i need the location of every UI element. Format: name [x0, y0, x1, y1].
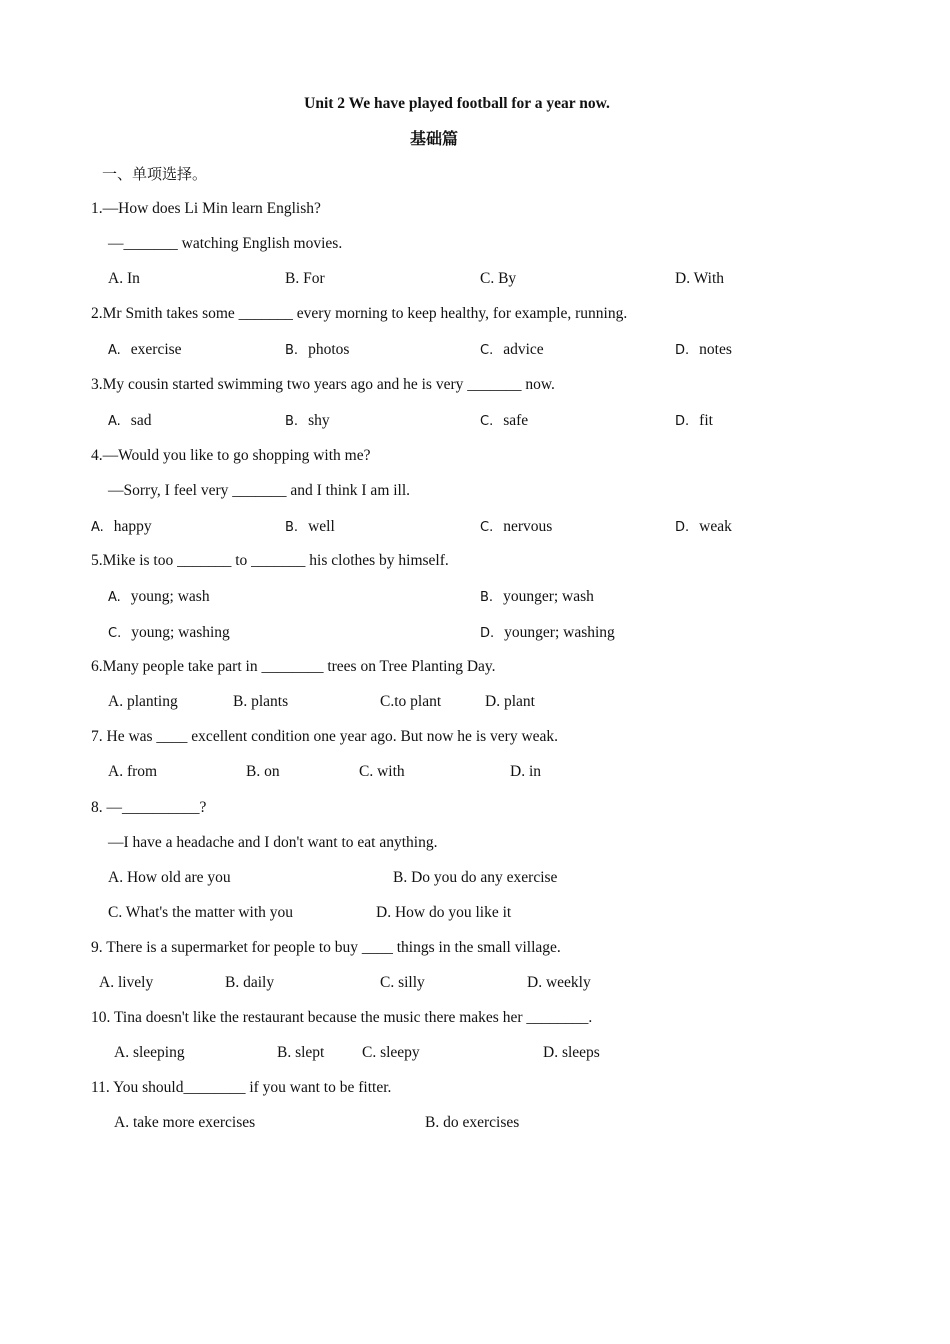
question-8-line2: —I have a headache and I don't want to eat anything. — [108, 834, 438, 851]
question-1-option-d: D. With — [675, 270, 725, 287]
option-text: notes — [699, 341, 732, 358]
question-2-stem: 2.Mr Smith takes some _______ every morning to keep healthy, for example, running. — [91, 305, 628, 322]
question-1-option-a: A. In — [108, 270, 140, 287]
question-3-stem: 3.My cousin started swimming two years ago and he is very _______ now. — [91, 376, 555, 393]
question-10-option-b: B. slept — [277, 1044, 325, 1061]
question-5-stem: 5.Mike is too _______ to _______ his clothes by himself. — [91, 552, 449, 569]
question-11-option-b: B. do exercises — [425, 1114, 520, 1131]
question-10-stem: 10. Tina doesn't like the restaurant because the music there makes her ________. — [91, 1009, 593, 1026]
question-6-option-b: B. plants — [233, 693, 289, 710]
question-9-option-c: C. silly — [380, 974, 425, 991]
option-text: exercise — [130, 341, 182, 358]
option-letter: C. — [480, 520, 494, 535]
option-text: younger; washing — [504, 624, 615, 641]
question-9-stem: 9. There is a supermarket for people to buy ____ things in the small village. — [91, 939, 561, 956]
option-letter: C. — [480, 343, 494, 358]
page-title: Unit 2 We have played football for a year now. — [304, 95, 610, 112]
question-7-option-b: B. on — [246, 763, 280, 780]
option-letter: B. — [285, 414, 299, 429]
page-subtitle: 基础篇 — [409, 129, 458, 148]
option-letter: D. — [675, 414, 690, 429]
option-letter: A. — [108, 414, 121, 429]
question-8-option-d: D. How do you like it — [376, 904, 512, 921]
question-11-stem: 11. You should________ if you want to be fitter. — [91, 1079, 392, 1096]
question-2-option-b — [285, 340, 349, 361]
option-text: nervous — [503, 518, 553, 535]
question-8-option-c: C. What's the matter with you — [108, 904, 294, 921]
option-text: fit — [699, 412, 713, 429]
question-8-option-b: B. Do you do any exercise — [393, 869, 558, 886]
option-letter: D. — [480, 626, 495, 641]
question-5-option-a — [108, 587, 210, 608]
option-text: weak — [699, 518, 732, 535]
question-1-option-b: B. For — [285, 270, 325, 287]
question-6-option-d: D. plant — [485, 693, 535, 710]
option-text: photos — [308, 341, 350, 358]
option-letter: A. — [108, 590, 121, 605]
question-3-option-c — [480, 411, 528, 432]
question-1-stem: 1.—How does Li Min learn English? — [91, 200, 321, 217]
question-9-option-d: D. weekly — [527, 974, 591, 991]
option-text: well — [308, 518, 335, 535]
question-7-option-a: A. from — [108, 763, 158, 780]
option-text: shy — [308, 412, 330, 429]
question-10-option-c: C. sleepy — [362, 1044, 420, 1061]
question-5-option-d — [480, 623, 615, 644]
question-1-option-c: C. By — [480, 270, 517, 287]
question-7-option-d: D. in — [510, 763, 541, 780]
question-10-option-d: D. sleeps — [543, 1044, 600, 1061]
question-5-option-c — [108, 623, 230, 644]
option-letter: D. — [675, 520, 690, 535]
question-3-option-b — [285, 411, 330, 432]
question-2-option-c — [480, 340, 544, 361]
question-3-option-d — [675, 411, 713, 432]
question-4-option-b — [285, 517, 335, 538]
question-4-option-d — [675, 517, 732, 538]
option-letter: B. — [285, 520, 299, 535]
option-text: happy — [113, 518, 152, 535]
question-1-line2: —_______ watching English movies. — [108, 235, 343, 252]
option-letter: D. — [675, 343, 690, 358]
question-4-line2: —Sorry, I feel very _______ and I think I am ill. — [108, 482, 411, 499]
question-3-option-a — [108, 411, 151, 432]
question-4-option-c — [480, 517, 552, 538]
question-5-option-b — [480, 587, 594, 608]
option-text: advice — [503, 341, 544, 358]
question-6-option-a: A. planting — [108, 693, 178, 710]
option-letter: B. — [480, 590, 494, 605]
question-8-stem: 8. —__________? — [91, 799, 207, 816]
question-6-stem: 6.Many people take part in ________ trees on Tree Planting Day. — [91, 658, 496, 675]
question-7-stem: 7. He was ____ excellent condition one year ago. But now he is very weak. — [91, 728, 559, 745]
option-text: young; washing — [131, 624, 230, 641]
option-text: safe — [503, 412, 529, 429]
question-7-option-c: C. with — [359, 763, 405, 780]
option-text: young; wash — [130, 588, 210, 605]
question-11-option-a: A. take more exercises — [114, 1114, 256, 1131]
option-text: sad — [130, 412, 152, 429]
question-9-option-a: A. lively — [99, 974, 154, 991]
question-9-option-b: B. daily — [225, 974, 275, 991]
section-heading: 一、单项选择。 — [102, 165, 208, 183]
option-letter: A. — [108, 343, 121, 358]
option-letter: C. — [480, 414, 494, 429]
question-4-option-a — [91, 517, 152, 538]
question-4-stem: 4.—Would you like to go shopping with me? — [91, 447, 371, 464]
question-2-option-a — [108, 340, 182, 361]
question-6-option-c: C.to plant — [380, 693, 442, 710]
option-text: younger; wash — [503, 588, 594, 605]
question-2-option-d — [675, 340, 732, 361]
option-letter: C. — [108, 626, 122, 641]
option-letter: A. — [91, 520, 104, 535]
option-letter: B. — [285, 343, 299, 358]
question-8-option-a: A. How old are you — [108, 869, 231, 886]
question-10-option-a: A. sleeping — [114, 1044, 185, 1061]
